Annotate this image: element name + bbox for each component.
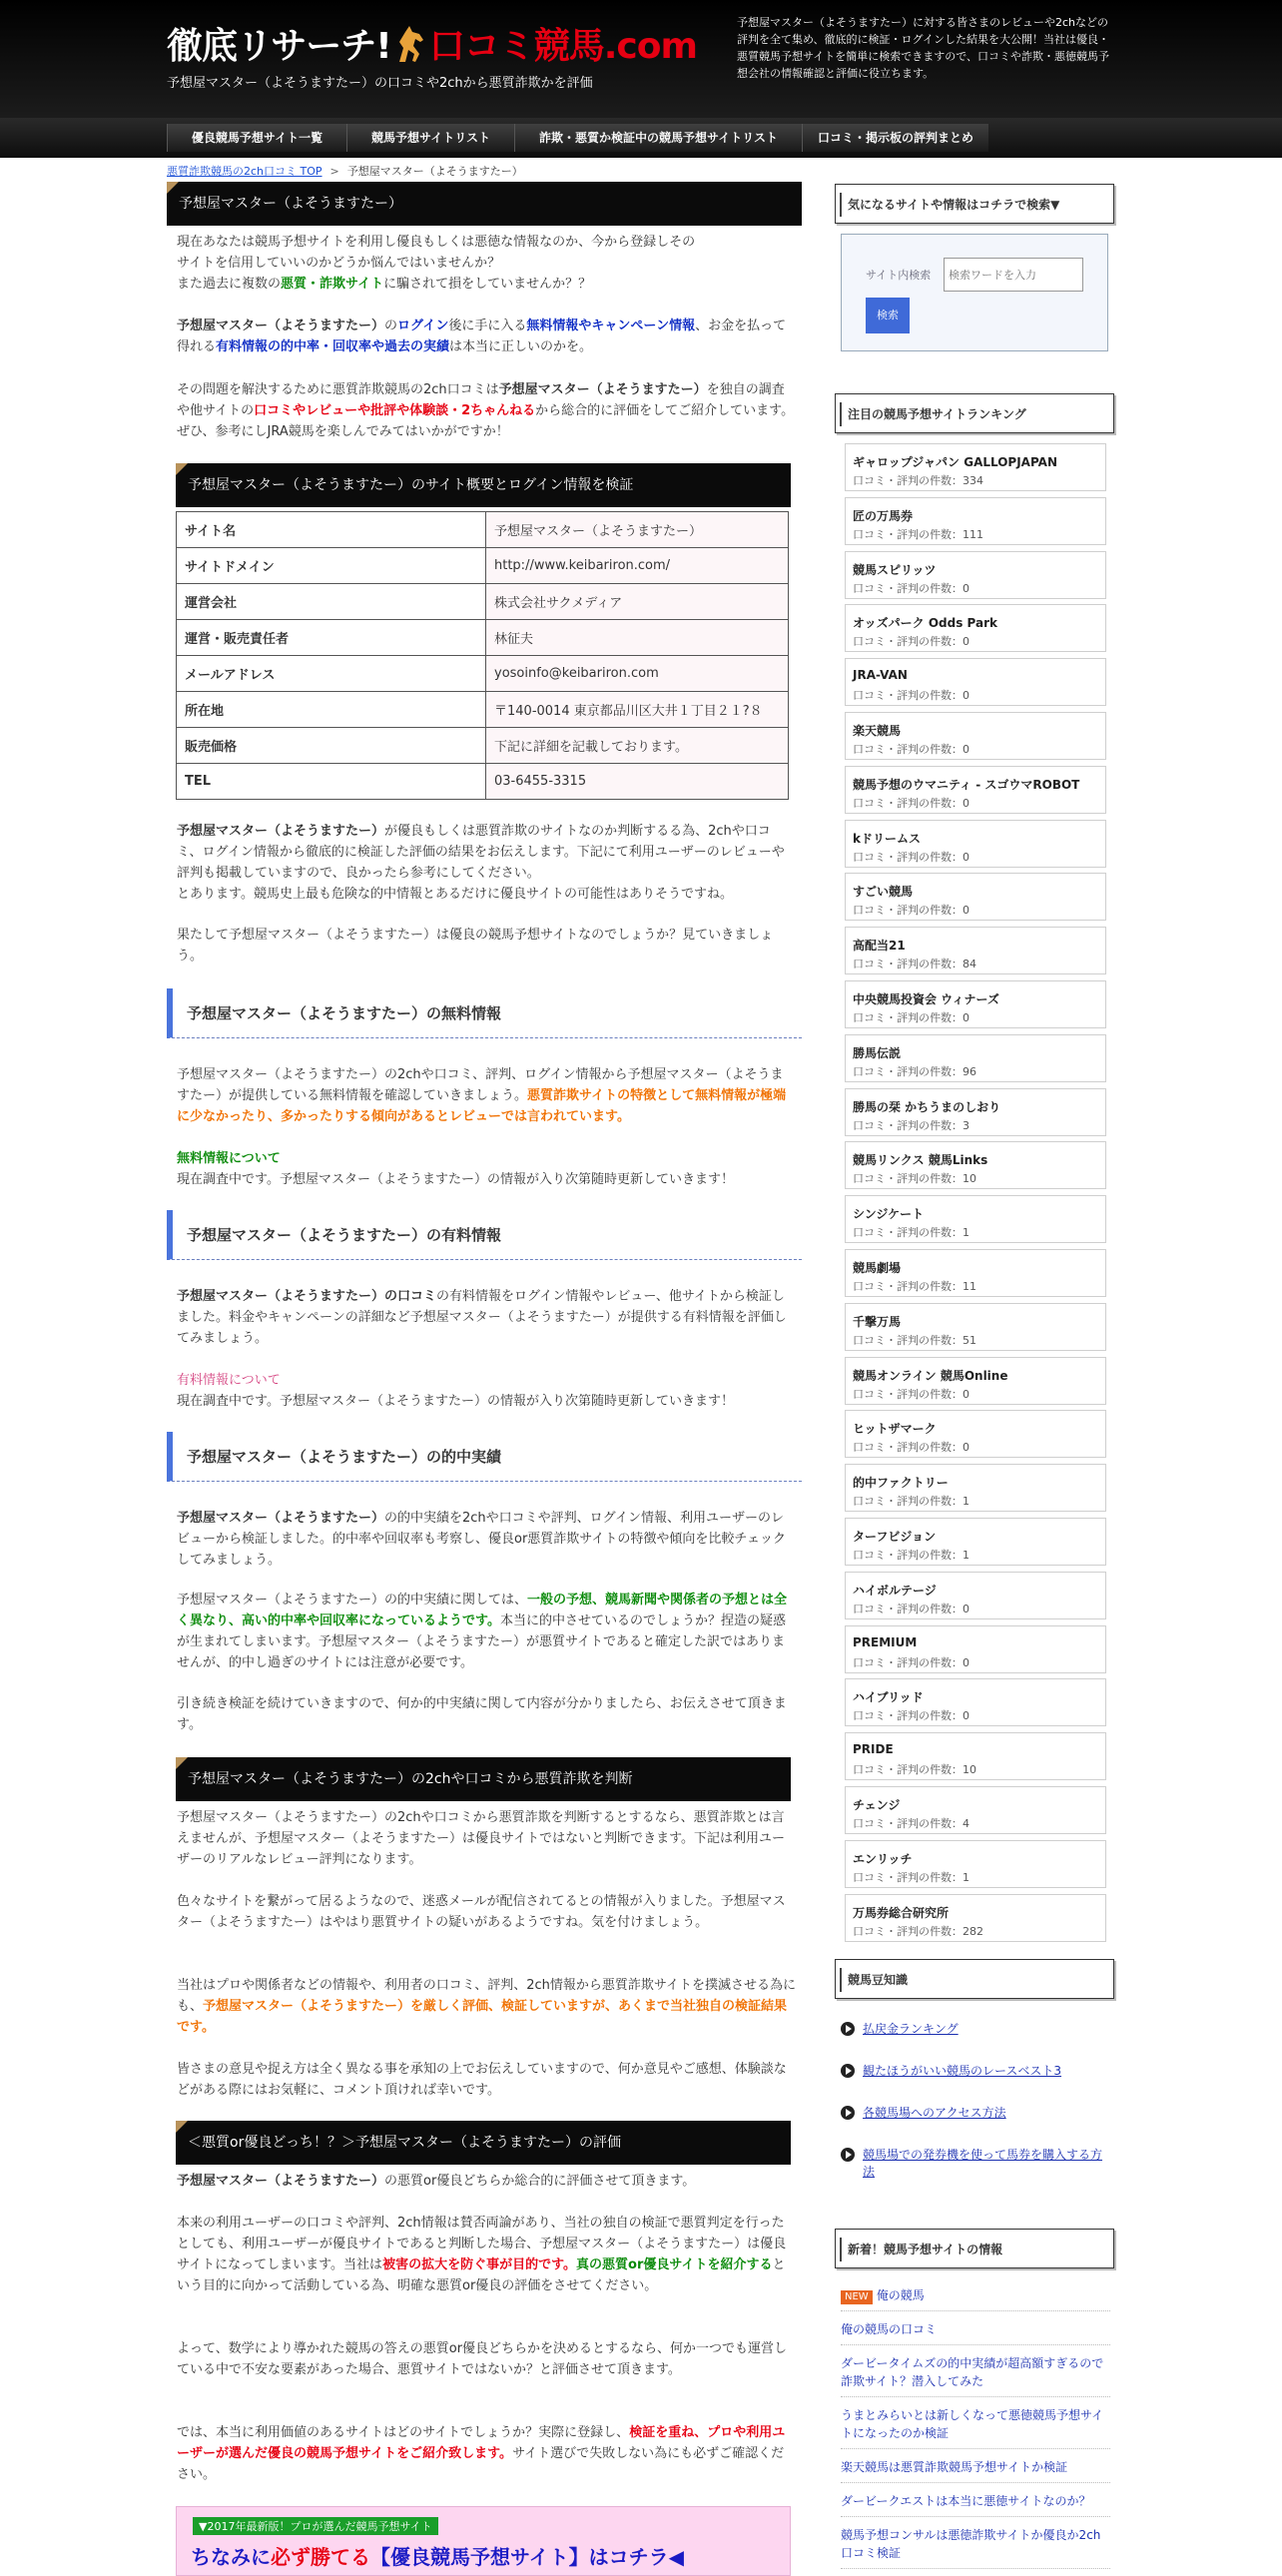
judge-paragraph-3: 当社はプロや関係者などの情報や、利用者の口コミ、評判、2ch情報から悪質詐欺サイトを撲滅させる為にも、予想屋マスター（よそうますたー）を厳しく評価、検証していますが、あくまで当社独自の検証結果です。 <box>177 1978 796 2035</box>
ranking-site-name: 万馬券総合研究所 <box>853 1905 950 1920</box>
search-button[interactable]: 検索 <box>866 298 910 333</box>
site-header <box>0 0 1282 118</box>
ranking-item[interactable] <box>845 1195 1106 1243</box>
hit-record-paragraph-2: 予想屋マスター（よそうますたー）の的中実績に関しては、一般の予想、競馬新聞や関係者の予想とは全く異なり、高い的中率や回収率になっているようです。本当に的中させているのでしょうか？捏造の疑惑が生まれてしまいます。予想屋マスター（よそうますたー）が悪質サイトであると確定した訳ではありませんが、的中し過ぎのサイトには注意が必要です。 <box>177 1593 788 1670</box>
paid-info-status: 現在調査中です。予想屋マスター（よそうますたー）の情報が入り次第随時更新していきます！ <box>177 1394 734 1409</box>
site-info-key: サイトドメイン <box>177 548 486 584</box>
site-info-key: TEL <box>177 764 486 800</box>
site-info-value: 予想屋マスター（よそうますたー） <box>486 512 789 548</box>
recommended-sites-banner[interactable] <box>176 2506 791 2576</box>
site-info-row <box>177 584 789 620</box>
ranking-review-count <box>853 1332 976 1348</box>
count-prefix: 口コミ・評判の件数： <box>853 1064 962 1078</box>
ranking-item[interactable] <box>845 658 1106 706</box>
site-info-row <box>177 764 789 800</box>
count-value: 0 <box>962 1602 969 1615</box>
site-info-value: 03-6455-3315 <box>486 764 789 800</box>
intro-paragraph-2: 予想屋マスター（よそうますたー）のログイン後に手に入る無料情報やキャンペーン情報、お金を払って得れる有料情報の的中率・回収率や過去の実績は本当に正しいのかを。 <box>177 319 787 354</box>
ranking-site-name: すごい競馬 <box>853 885 914 900</box>
overview-heading: 予想屋マスター（よそうますたー）のサイト概要とログイン情報を検証 <box>176 463 791 507</box>
site-info-value: 〒140-0014 東京都品川区大井１丁目２１?８ <box>486 692 789 728</box>
ranking-item[interactable] <box>845 1894 1106 1942</box>
ranking-item[interactable] <box>845 1249 1106 1297</box>
count-value: 1 <box>962 1226 969 1240</box>
news-item[interactable] <box>841 2286 1110 2311</box>
ranking-site-name: 中央競馬投資会 ウィナーズ <box>853 992 999 1006</box>
count-prefix: 口コミ・評判の件数： <box>853 581 962 595</box>
ranking-site-name: 競馬劇場 <box>853 1261 902 1275</box>
intro-paragraph-1: 現在あなたは競馬予想サイトを利用し優良もしくは悪徳な情報なのか、今から登録しその サイトを信用していいのかどうか悩んではいませんか？ また過去に複数の悪質・詐欺サイトに騙されて損をしていませんか？？ <box>177 235 696 292</box>
site-info-key: メールアドレス <box>177 656 486 692</box>
ranking-site-name: 勝馬伝説 <box>853 1045 902 1060</box>
ranking-review-count <box>853 1278 976 1294</box>
site-info-key: 運営・販売責任者 <box>177 620 486 656</box>
site-info-row <box>177 692 789 728</box>
free-info-status: 現在調査中です。予想屋マスター（よそうますたー）の情報が入り次第随時更新していきます！ <box>177 1172 734 1187</box>
ranking-review-count <box>853 849 969 865</box>
evaluation-paragraph-4: では、本当に利用価値のあるサイトはどのサイトでしょうか？実際に登録し、検証を重ね、プロや利用ユーザーが選んだ優良の競馬予想サイトをご紹介致します。サイト選びで失敗しない為にも必ずご確認ください。 <box>177 2425 786 2482</box>
count-value: 0 <box>962 1441 969 1455</box>
search-widget <box>841 234 1108 351</box>
site-info-row <box>177 512 789 548</box>
hit-record-paragraph-3: 引き続き検証を続けていきますので、何か的中実績に関して内容が分かりましたら、お伝えさせて頂きます。 <box>177 1696 787 1732</box>
overview-result-paragraph: 予想屋マスター（よそうますたー）が優良もしくは悪質詐欺のサイトなのか判断するる為、2chや口コミ、ログイン情報から徹底的に検証した評価の結果をお伝えします。下記にて利用ユーザーのレビューや評判も掲載していますので、良かったら参考にしてください。 とあります。競馬史上最も危険な的中情報とあるだけに優良サイトの可能性はありそうですね。 <box>177 824 785 902</box>
site-info-value: 林征夫 <box>486 620 789 656</box>
ranking-review-count <box>853 956 976 971</box>
count-value: 0 <box>962 581 969 595</box>
search-widget-heading: 気になるサイトや情報はコチラで検索▼ <box>835 184 1114 224</box>
count-value: 0 <box>962 743 969 756</box>
free-info-subheading: 無料情報について <box>177 1151 281 1166</box>
ranking-item[interactable] <box>845 551 1106 599</box>
ranking-review-count <box>853 1869 969 1885</box>
nav-reviews-summary[interactable]: 口コミ・掲示板の評判まとめ <box>802 124 988 152</box>
banner-tag: ▼2017年最新版！プロが選んだ競馬予想サイト <box>193 2517 438 2535</box>
count-value: 1 <box>962 1870 969 1884</box>
evaluation-heading: ＜悪質or優良どっち！？＞予想屋マスター（よそうますたー）の評価 <box>176 2121 791 2165</box>
ranking-item[interactable] <box>845 927 1106 974</box>
count-prefix: 口コミ・評判の件数： <box>853 958 962 971</box>
nav-recommended-sites[interactable]: 優良競馬予想サイト一覧 <box>167 124 346 152</box>
news-item[interactable] <box>841 2492 1110 2517</box>
ranking-site-name: ギャロップジャパン GALLOPJAPAN <box>853 455 1057 469</box>
evaluation-paragraph-3: よって、数学により導かれた競馬の答えの悪質or優良どちらかを決めるとするなら、何か一つでも運営している中で不安な要素があった場合、悪質サイトではないか？と評価させて頂きます。 <box>177 2341 788 2377</box>
main-nav <box>0 118 1282 158</box>
nav-site-list[interactable]: 競馬予想サイトリスト <box>346 124 514 152</box>
arrow-circle-icon <box>841 2064 855 2078</box>
ranking-review-count <box>853 1170 976 1186</box>
ranking-site-name: 千撃万馬 <box>853 1314 902 1329</box>
knowledge-link[interactable]: 各競馬場へのアクセス方法 <box>863 2106 1006 2120</box>
ranking-site-name: 競馬オンライン 競馬Online <box>853 1368 1008 1383</box>
evaluation-paragraph-2: 本来の利用ユーザーの口コミや評判、2ch情報は賛否両論があり、当社の独自の検証で悪質判定を行ったとしても、利用ユーザーが優良サイトであると判断した場合、予想屋マスター（よそうますたー）は優良サイトになってしまいます。当社は被害の拡大を防ぐ事が目的です。真の悪質or優良サイトを紹介するという目的に向かって活動している為、明確な悪質or優良の評価をさせてください。 <box>177 2216 787 2293</box>
count-value: 96 <box>962 1064 976 1078</box>
count-prefix: 口コミ・評判の件数： <box>853 850 962 864</box>
news-link-text: 俺の競馬の口コミ <box>841 2322 938 2336</box>
count-value: 0 <box>962 1387 969 1401</box>
count-value: 0 <box>962 1709 969 1723</box>
count-prefix: 口コミ・評判の件数： <box>853 1172 962 1186</box>
count-prefix: 口コミ・評判の件数： <box>853 796 962 810</box>
ranking-review-count <box>853 1707 969 1723</box>
count-prefix: 口コミ・評判の件数： <box>853 1011 962 1024</box>
ranking-site-name: 競馬スピリッツ <box>853 562 937 577</box>
ranking-item[interactable] <box>845 1410 1106 1458</box>
ranking-review-count <box>853 1386 969 1402</box>
breadcrumb-separator: > <box>329 165 339 178</box>
news-link-text: うまとみらいとは新しくなって悪徳競馬予想サイトになったのか検証 <box>841 2408 1104 2440</box>
ranking-site-name: 楽天競馬 <box>853 724 902 738</box>
count-prefix: 口コミ・評判の件数： <box>853 1549 962 1562</box>
count-value: 111 <box>962 527 983 541</box>
count-prefix: 口コミ・評判の件数： <box>853 904 962 918</box>
free-info-heading: 予想屋マスター（よそうますたー）の無料情報 <box>167 988 802 1038</box>
ranking-item[interactable] <box>845 873 1106 921</box>
site-info-row <box>177 728 789 764</box>
ranking-site-name: 高配当21 <box>853 939 906 954</box>
news-link-text: 楽天競馬は悪質詐欺競馬予想サイトか検証 <box>841 2460 1068 2474</box>
ranking-site-name: シンジケート <box>853 1207 925 1222</box>
evaluation-paragraph-1: 予想屋マスター（よそうますたー）の悪質or優良どちらか総合的に評価させて頂きます。 <box>177 2174 696 2189</box>
breadcrumb-home-link[interactable]: 悪質詐欺競馬の2ch口コミ TOP <box>167 165 322 178</box>
ranking-site-name: 的中ファクトリー <box>853 1476 949 1491</box>
site-info-key: 所在地 <box>177 692 486 728</box>
site-tagline: 予想屋マスター（よそうますたー）の口コミや2chから悪質詐欺かを評価 <box>167 76 593 91</box>
ranking-item[interactable] <box>845 1732 1106 1780</box>
ranking-item[interactable] <box>845 604 1106 652</box>
ranking-review-count <box>853 741 969 757</box>
ranking-site-name: JRA-VAN <box>853 668 908 683</box>
site-info-value: yosoinfo@keibariron.com <box>486 656 789 692</box>
count-prefix: 口コミ・評判の件数： <box>853 1763 962 1777</box>
search-input[interactable] <box>944 258 1083 292</box>
arrow-circle-icon <box>841 2022 855 2036</box>
ranking-site-name: kドリームス <box>853 831 921 846</box>
site-info-row <box>177 656 789 692</box>
count-prefix: 口コミ・評判の件数： <box>853 1118 962 1132</box>
ranking-item[interactable] <box>845 1357 1106 1405</box>
ranking-review-count <box>853 687 969 703</box>
ranking-review-count <box>853 1601 969 1616</box>
count-value: 10 <box>962 1172 976 1186</box>
nav-suspect-sites[interactable]: 詐欺・悪質か検証中の競馬予想サイトリスト <box>514 124 802 152</box>
count-value: 10 <box>962 1763 976 1777</box>
ranking-site-name: ハイブリッド <box>853 1690 924 1705</box>
ranking-item[interactable] <box>845 443 1106 491</box>
count-prefix: 口コミ・評判の件数： <box>853 1709 962 1723</box>
count-prefix: 口コミ・評判の件数： <box>853 635 962 649</box>
search-label: サイト内検索 <box>866 269 932 282</box>
ranking-review-count <box>853 633 969 649</box>
ranking-site-name: ヒットザマーク <box>853 1422 937 1437</box>
paid-info-heading: 予想屋マスター（よそうますたー）の有料情報 <box>167 1210 802 1260</box>
count-value: 334 <box>962 474 983 487</box>
ranking-site-name: 勝馬の栞 かちうまのしおり <box>853 1099 1001 1114</box>
count-value: 3 <box>962 1118 969 1132</box>
ranking-review-count <box>853 1063 976 1079</box>
ranking-item[interactable] <box>845 1303 1106 1351</box>
page-title: 予想屋マスター（よそうますたー） <box>167 182 802 226</box>
ranking-site-name: チェンジ <box>853 1798 901 1812</box>
knowledge-heading: 競馬豆知識 <box>835 1959 1114 1999</box>
count-prefix: 口コミ・評判の件数： <box>853 1817 962 1830</box>
paid-info-paragraph: 予想屋マスター（よそうますたー）の口コミの有料情報をログイン情報やレビュー、他サイトから検証しました。料金やキャンペーンの詳細など予想屋マスター（よそうますたー）が提供する有料情報を評価してみましょう。 <box>177 1289 787 1346</box>
ranking-review-count <box>853 1493 969 1509</box>
count-prefix: 口コミ・評判の件数： <box>853 1226 962 1240</box>
news-heading: 新着！競馬予想サイトの情報 <box>835 2229 1114 2268</box>
ranking-item[interactable] <box>845 980 1106 1028</box>
news-item[interactable] <box>841 2526 1110 2569</box>
hit-record-paragraph-1: 予想屋マスター（よそうますたー）の的中実績を2chや口コミや評判、ログイン情報、利用ユーザーのレビューから検証しました。的中率や回収率も考察し、優良or悪質詐欺サイトの特徴や傾向を比較チェックしてみましょう。 <box>177 1511 786 1568</box>
count-value: 282 <box>962 1924 983 1938</box>
ranking-review-count <box>853 1117 969 1133</box>
ranking-review-count <box>853 1761 976 1777</box>
count-prefix: 口コミ・評判の件数： <box>853 689 962 703</box>
count-prefix: 口コミ・評判の件数： <box>853 1280 962 1293</box>
judge-heading: 予想屋マスター（よそうますたー）の2chや口コミから悪質詐欺を判断 <box>176 1757 791 1801</box>
count-prefix: 口コミ・評判の件数： <box>853 474 962 487</box>
ranking-item[interactable] <box>845 1464 1106 1512</box>
header-description: 予想屋マスター（よそうますたー）に対する皆さまのレビューや2chなどの評判を全て集め、徹底的に検証・ログインした結果を大公開！当社は優良・悪質競馬予想サイトを簡単に検索できますので、口コミや詐欺・悪徳競馬予想会社の情報確認と評価に役立ちます。 <box>737 16 1110 80</box>
ranking-site-name: オッズパーク Odds Park <box>853 616 997 631</box>
banner-headline: ちなみに必ず勝てる【優良競馬予想サイト】はコチラ◀ <box>191 2545 684 2569</box>
ranking-review-count <box>853 1815 969 1831</box>
ranking-review-count <box>853 1009 969 1025</box>
news-link-text: 俺の競馬 <box>876 2288 925 2302</box>
count-value: 84 <box>962 958 976 971</box>
free-info-paragraph: 予想屋マスター（よそうますたー）の2chや口コミ、評判、ログイン情報から予想屋マスター（よそうますたー）が提供している無料情報を確認していきましょう。悪質詐欺サイトの特徴として無料情報が極端に少なかったり、多かったりする傾向があるとレビューでは言われています。 <box>177 1067 787 1124</box>
site-info-key: サイト名 <box>177 512 486 548</box>
ranking-item[interactable] <box>845 497 1106 545</box>
intro-paragraph-3: その問題を解決するために悪質詐欺競馬の2ch口コミは予想屋マスター（よそうますたー）を独自の調査や他サイトの口コミやレビューや批評や体験談・2ちゃんねるから総合的に評価をしてご紹介しています。ぜひ、参考にしJRA競馬を楽しんでみてはいかがですか！ <box>177 382 795 439</box>
ranking-item[interactable] <box>845 1141 1106 1189</box>
breadcrumb <box>167 163 523 179</box>
site-info-table <box>176 511 789 800</box>
count-prefix: 口コミ・評判の件数： <box>853 1655 962 1669</box>
count-prefix: 口コミ・評判の件数： <box>853 1387 962 1401</box>
judge-paragraph-2: 色々なサイトを繋がって居るようなので、迷惑メールが配信されてるとの情報が入りました。予想屋マスター（よそうますたー）はやはり悪質サイトの疑いがあるようですね。気を付けましょう。 <box>177 1894 786 1930</box>
knowledge-link[interactable]: 観たほうがいい競馬のレースベスト3 <box>863 2064 1062 2078</box>
news-link-text: 競馬予想コンサルは悪徳詐欺サイトか優良か2ch口コミ検証 <box>841 2528 1101 2560</box>
ranking-item[interactable] <box>845 820 1106 868</box>
overview-conclusion: 果たして予想屋マスター（よそうますたー）は優良の競馬予想サイトなのでしょうか？見ていきましょう。 <box>177 928 774 964</box>
judge-paragraph-4: 皆さまの意見や捉え方は全く異なる事を承知の上でお伝えしていますので、何か意見やご感想、体験談などがある際にはお気軽に、コメント頂ければ幸いです。 <box>177 2062 787 2098</box>
horse-logo-icon <box>393 24 427 64</box>
ranking-review-count <box>853 580 969 596</box>
ranking-review-count <box>853 472 983 488</box>
site-info-value: http://www.keibariron.com/ <box>486 548 789 584</box>
knowledge-link[interactable]: 払戻金ランキング <box>863 2022 959 2036</box>
ranking-review-count <box>853 526 983 542</box>
ranking-item[interactable] <box>845 712 1106 760</box>
ranking-review-count <box>853 1923 983 1939</box>
news-item[interactable] <box>841 2354 1110 2397</box>
ranking-site-name: エンリッチ <box>853 1851 913 1866</box>
ranking-site-name: 匠の万馬券 <box>853 508 914 523</box>
ranking-item[interactable] <box>845 1840 1106 1888</box>
ranking-item[interactable] <box>845 1088 1106 1136</box>
count-value: 51 <box>962 1333 976 1347</box>
news-link-text: ダービークエストは本当に悪徳サイトなのか？ <box>841 2494 1091 2508</box>
ranking-heading: 注目の競馬予想サイトランキング <box>835 393 1114 433</box>
site-info-row <box>177 548 789 584</box>
new-badge: NEW <box>841 2290 873 2304</box>
count-value: 11 <box>962 1280 976 1293</box>
count-prefix: 口コミ・評判の件数： <box>853 1495 962 1509</box>
ranking-site-name: 競馬予想のウマニティ - スゴウマROBOT <box>853 777 1080 792</box>
arrow-circle-icon <box>841 2148 855 2162</box>
ranking-item[interactable] <box>845 1034 1106 1082</box>
count-prefix: 口コミ・評判の件数： <box>853 1441 962 1455</box>
ranking-review-count <box>853 795 969 811</box>
ranking-item[interactable] <box>845 1518 1106 1566</box>
site-info-value: 下記に詳細を記載しております。 <box>486 728 789 764</box>
news-item[interactable] <box>841 2458 1110 2483</box>
judge-paragraph-1: 予想屋マスター（よそうますたー）の2chや口コミから悪質詐欺を判断するとするなら、悪質詐欺とは言えませんが、予想屋マスター（よそうますたー）は優良サイトではないと判断できます。下記は利用ユーザーのリアルなレビュー評判になります。 <box>177 1810 786 1867</box>
site-info-value: 株式会社サクメディア <box>486 584 789 620</box>
count-value: 0 <box>962 796 969 810</box>
ranking-review-count <box>853 902 969 918</box>
news-item[interactable] <box>841 2320 1110 2345</box>
count-prefix: 口コミ・評判の件数： <box>853 1602 962 1615</box>
count-value: 0 <box>962 689 969 703</box>
count-value: 1 <box>962 1495 969 1509</box>
ranking-site-name: PRIDE <box>853 1742 894 1757</box>
count-prefix: 口コミ・評判の件数： <box>853 743 962 756</box>
count-value: 0 <box>962 850 969 864</box>
count-value: 0 <box>962 904 969 918</box>
ranking-item[interactable] <box>845 1678 1106 1726</box>
news-link-text: ダービータイムズの的中実績が超高額すぎるので詐欺サイト？潜入してみた <box>841 2356 1104 2388</box>
count-prefix: 口コミ・評判の件数： <box>853 1333 962 1347</box>
arrow-circle-icon <box>841 2106 855 2120</box>
site-info-key: 販売価格 <box>177 728 486 764</box>
site-info-key: 運営会社 <box>177 584 486 620</box>
ranking-item[interactable] <box>845 766 1106 814</box>
breadcrumb-current: 予想屋マスター（よそうますたー） <box>346 165 523 178</box>
count-value: 1 <box>962 1549 969 1562</box>
ranking-site-name: PREMIUM <box>853 1634 918 1649</box>
count-value: 0 <box>962 635 969 649</box>
knowledge-link[interactable]: 競馬場での発券機を使って馬券を購入する方法 <box>863 2148 1103 2179</box>
ranking-item[interactable] <box>845 1572 1106 1619</box>
count-prefix: 口コミ・評判の件数： <box>853 1870 962 1884</box>
ranking-review-count <box>853 1547 969 1563</box>
ranking-site-name: ターフビジョン <box>853 1530 937 1544</box>
count-value: 4 <box>962 1817 969 1830</box>
site-logo[interactable]: 徹底リサーチ! 口コミ競馬.com <box>167 26 697 67</box>
ranking-site-name: 競馬リンクス 競馬Links <box>853 1153 988 1168</box>
site-info-row <box>177 620 789 656</box>
ranking-item[interactable] <box>845 1625 1106 1673</box>
paid-info-subheading: 有料情報について <box>177 1373 281 1388</box>
count-value: 0 <box>962 1655 969 1669</box>
ranking-review-count <box>853 1654 969 1670</box>
count-value: 0 <box>962 1011 969 1024</box>
ranking-item[interactable] <box>845 1786 1106 1834</box>
hit-record-heading: 予想屋マスター（よそうますたー）の的中実績 <box>167 1432 802 1482</box>
ranking-site-name: ハイボルテージ <box>853 1583 937 1598</box>
count-prefix: 口コミ・評判の件数： <box>853 1924 962 1938</box>
count-prefix: 口コミ・評判の件数： <box>853 527 962 541</box>
ranking-review-count <box>853 1224 969 1240</box>
news-item[interactable] <box>841 2406 1110 2449</box>
ranking-review-count <box>853 1439 969 1455</box>
